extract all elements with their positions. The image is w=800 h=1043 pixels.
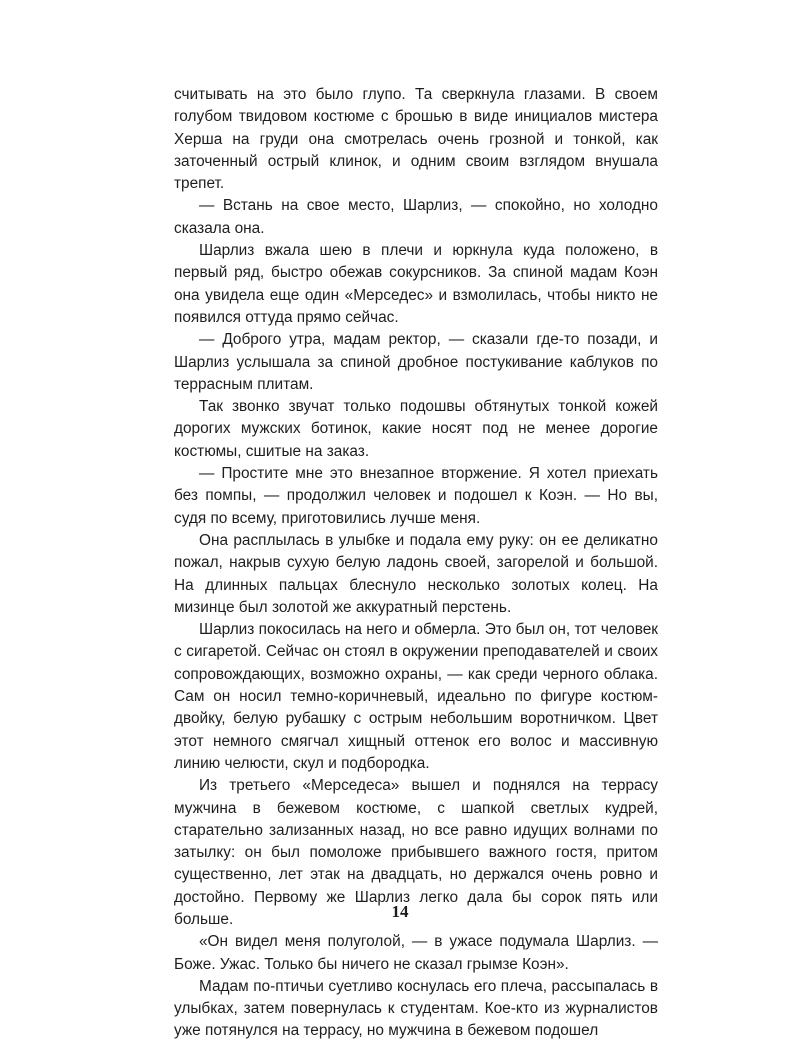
paragraph-1: считывать на это было глупо. Та сверкнула глазами. В своем голубом твидовом костюме с брошью в виде инициалов мистера Херша на груди она смотрелась очень грозной и тонкой, как заточенный острый клинок, и одним своим взглядом внушала трепет. <box>174 86 658 193</box>
page-number: 14 <box>391 902 409 921</box>
paragraph-8: Шарлиз покосилась на него и обмерла. Это был он, тот человек с сигаретой. Сейчас он стоял в окружении преподавателей и своих сопровождающих, возможно охраны, — как среди черного облака. Сам он носил темно-коричневый, идеально по фигуре костюм-двойку, белую рубашку с острым небольшим воротничком. Цвет этот немного смягчал хищный оттенок его волос и массивную линию челюсти, скул и подбородка. <box>174 621 658 772</box>
page-text <box>174 84 658 1043</box>
paragraph-2: — Встань на свое место, Шарлиз, — спокойно, но холодно сказала она. <box>174 197 658 237</box>
paragraph-6: — Простите мне это внезапное вторжение. Я хотел приехать без помпы, — продолжил человек и подошел к Коэн. — Но вы, судя по всему, приготовились лучше меня. <box>174 465 658 527</box>
paragraph-4: — Доброго утра, мадам ректор, — сказали где-то позади, и Шарлиз услышала за спиной дробное постукивание каблуков по террасным плитам. <box>174 331 658 393</box>
paragraph-11: Мадам по-птичьи суетливо коснулась его плеча, рассыпалась в улыбках, затем повернулась к студентам. Кое-кто из журналистов уже потянулся на террасу, но мужчина в бежевом подошел <box>174 977 658 1040</box>
paragraph-3: Шарлиз вжала шею в плечи и юркнула куда положено, в первый ряд, быстро обежав сокурсников. За спиной мадам Коэн она увидела еще один «Мерседес» и взмолилась, чтобы никто не появился оттуда прямо сейчас. <box>174 242 658 326</box>
paragraph-7: Она расплылась в улыбке и подала ему руку: он ее деликатно пожал, накрыв сухую белую ладонь своей, загорелой и большой. На длинных пальцах блеснуло несколько золотых колец. На мизинце был золотой же аккуратный перстень. <box>174 531 658 616</box>
paragraph-5: Так звонко звучат только подошвы обтянутых тонкой кожей дорогих мужских ботинок, какие носят под не менее дорогие костюмы, сшитые на заказ. <box>174 398 658 460</box>
paragraph-10: «Он видел меня полуголой, — в ужасе подумала Шарлиз. — Боже. Ужас. Только бы ничего не сказал грымзе Коэн». <box>174 933 658 973</box>
paragraph-9: Из третьего «Мерседеса» вышел и поднялся на террасу мужчина в бежевом костюме, с шапкой светлых кудрей, старательно зализанных назад, но все равно идущих волнами по затылку: он был помоложе прибывшего важного гостя, притом существенно, лет этак на двадцать, но держался очень ровно и достойно. Первому же Шарлиз легко дала бы сорок пять или больше. <box>174 777 658 928</box>
